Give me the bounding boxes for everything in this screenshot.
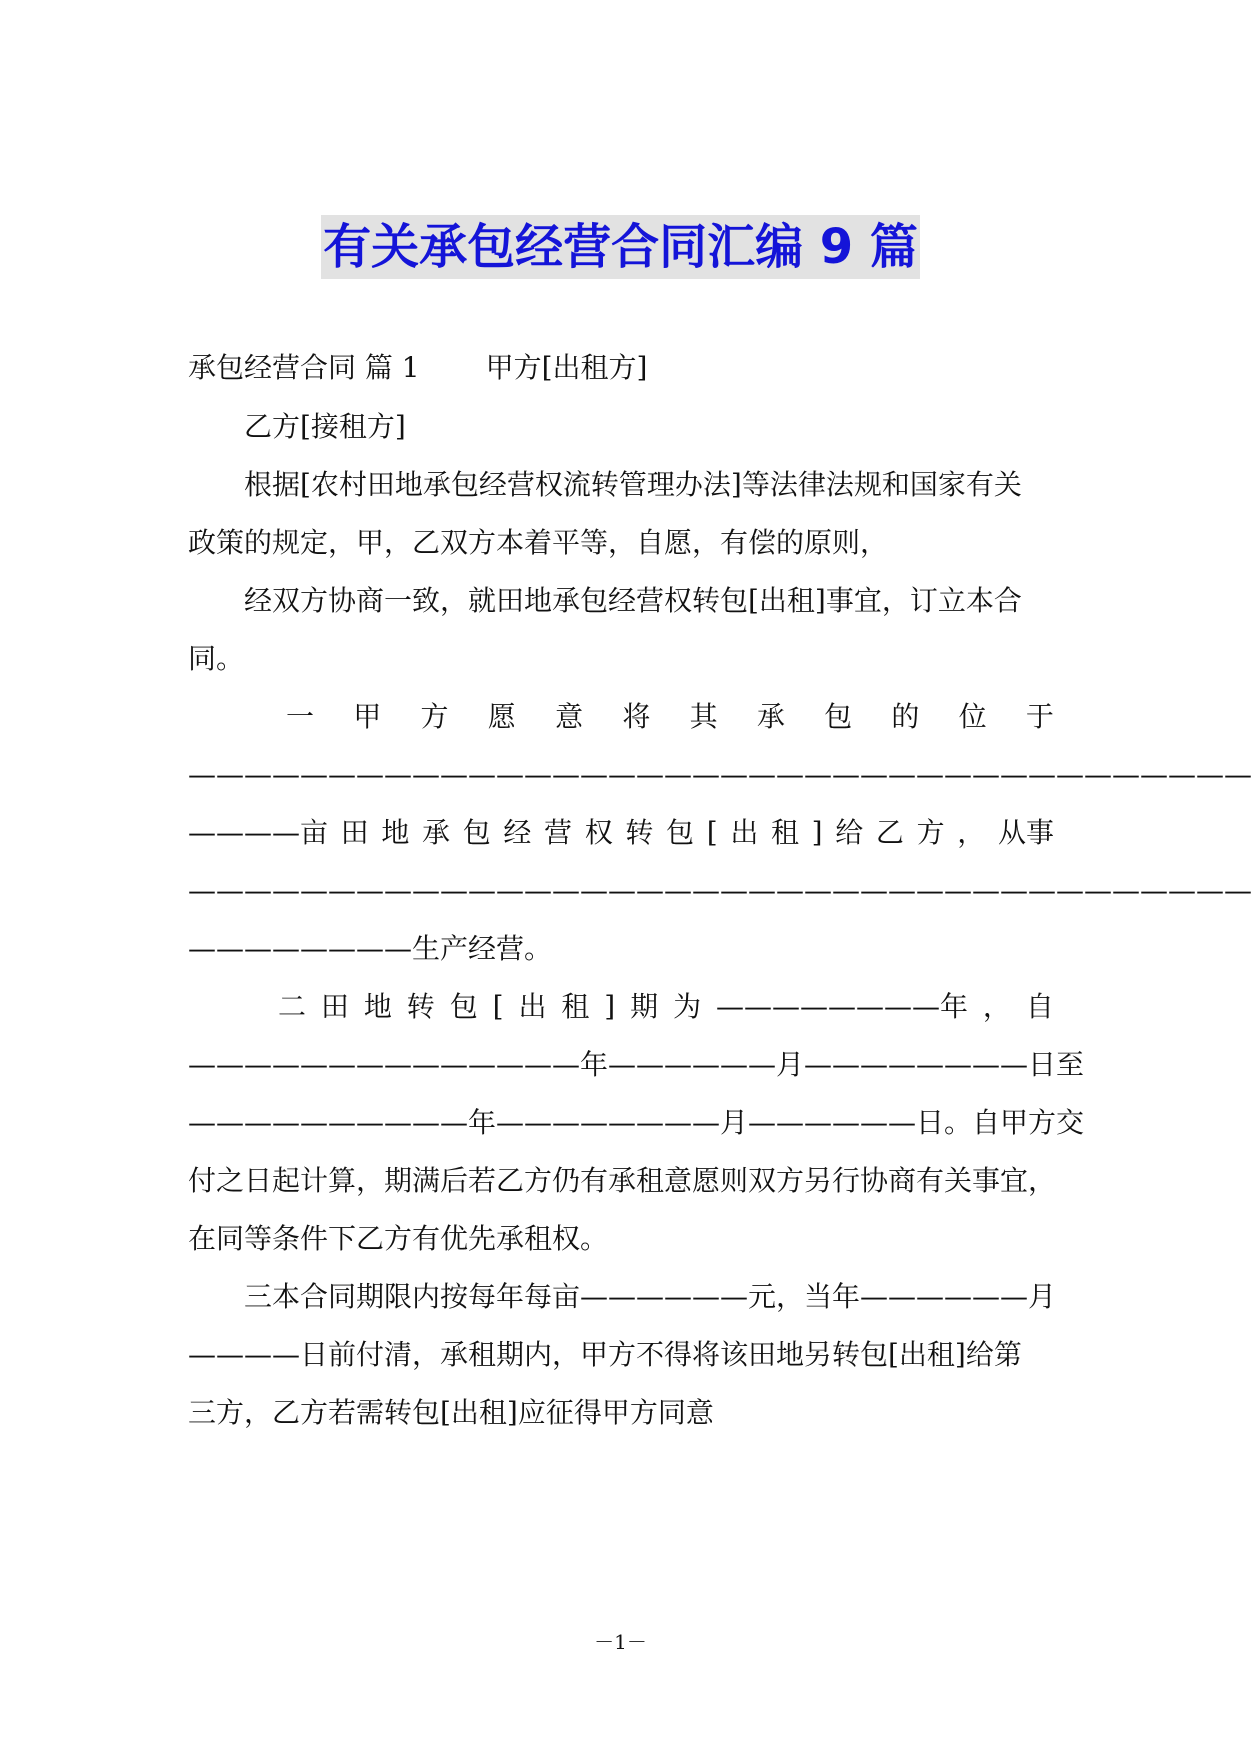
clause-1-word: 包 xyxy=(824,700,853,733)
clause-2-date-part: ——————————————年 xyxy=(188,1048,609,1081)
clause-1-line-3-word: 承 xyxy=(422,816,451,849)
clause-1-line-1 xyxy=(188,697,1054,737)
clause-1-line-5: ————————生产经营。 xyxy=(188,932,553,965)
clause-1-line-3-word: 包 xyxy=(462,816,491,849)
clause-1-word: 甲 xyxy=(353,700,382,733)
clause-1-word: 意 xyxy=(555,700,584,733)
clause-2-date-part: ——————月 xyxy=(608,1048,805,1081)
clause-2-word: 出 xyxy=(518,990,547,1023)
clause-2-word: 为 xyxy=(673,990,702,1023)
clause-1-line-3-word: 包 xyxy=(666,816,695,849)
clause-1-line-3-word: 租 xyxy=(770,816,799,849)
clause-2-line-1 xyxy=(188,987,1054,1027)
document-title: 有关承包经营合同汇编 9 篇 xyxy=(321,215,920,279)
clause-1-line-3-word: ] xyxy=(811,816,823,849)
paragraph-2-line-2: 同。 xyxy=(188,642,245,675)
clause-2-word: ————————年 xyxy=(715,990,968,1023)
clause-2-word: 地 xyxy=(363,990,392,1023)
clause-2-word: 租 xyxy=(561,990,590,1023)
clause-1-line-3-word: 权 xyxy=(584,816,613,849)
clause-1-line-3-word: 转 xyxy=(625,816,654,849)
clause-1-word: 位 xyxy=(958,700,987,733)
section-heading: 承包经营合同 篇 1 xyxy=(188,351,420,384)
clause-3-line-2: ————日前付清，承租期内，甲方不得将该田地另转包[出租]给第 xyxy=(188,1338,1022,1371)
clause-1-line-3-word: 方 xyxy=(916,816,945,849)
clause-2-date-part: ————————日 xyxy=(804,1048,1057,1081)
clause-2-word: 期 xyxy=(630,990,659,1023)
clause-1-word: 一 xyxy=(286,700,315,733)
clause-1-line-3 xyxy=(188,813,1054,853)
clause-1-line-3-word: ————亩 xyxy=(188,816,329,849)
clause-1-blank-line-1: —————————————————————————————————————— xyxy=(188,758,1252,791)
clause-2-line-2 xyxy=(188,1045,1085,1085)
clause-1-line-3-word: ， xyxy=(957,816,986,849)
clause-2-word: [ xyxy=(492,990,504,1023)
clause-2-word: 包 xyxy=(449,990,478,1023)
clause-1-line-3-word: 乙 xyxy=(875,816,904,849)
paragraph-2-line-1: 经双方协商一致，就田地承包经营权转包[出租]事宜，订立本合 xyxy=(244,584,1022,617)
clause-1-word: 方 xyxy=(420,700,449,733)
clause-2-word: ] xyxy=(604,990,616,1023)
page-number: －1－ xyxy=(594,1630,647,1654)
clause-1-word: 的 xyxy=(891,700,920,733)
clause-1-word: 愿 xyxy=(487,700,516,733)
clause-1-line-3-word: 营 xyxy=(544,816,573,849)
clause-2-word: 田 xyxy=(320,990,349,1023)
clause-1-word: 于 xyxy=(1025,700,1054,733)
clause-1-line-3-word: 地 xyxy=(381,816,410,849)
paragraph-1-line-2: 政策的规定，甲，乙双方本着平等，自愿，有偿的原则， xyxy=(188,526,889,559)
clause-1-word: 承 xyxy=(756,700,785,733)
clause-1-word: 其 xyxy=(689,700,718,733)
clause-2-date-part: 至 xyxy=(1056,1048,1085,1081)
clause-2-line-5: 在同等条件下乙方有优先承租权。 xyxy=(188,1222,609,1255)
clause-2-word: ， xyxy=(982,990,1011,1023)
section-heading-line xyxy=(188,348,1054,388)
party-b-label: 乙方[接租方] xyxy=(244,410,406,443)
clause-3-line-1: 三本合同期限内按每年每亩——————元，当年——————月 xyxy=(244,1280,1057,1313)
clause-1-line-3-word: 给 xyxy=(835,816,864,849)
clause-2-line-4: 付之日起计算，期满后若乙方仍有承租意愿则双方另行协商有关事宜， xyxy=(188,1164,1057,1197)
clause-1-line-3-word: 田 xyxy=(340,816,369,849)
clause-2-word: 二 xyxy=(278,990,307,1023)
clause-1-word: 将 xyxy=(622,700,651,733)
paragraph-1-line-1: 根据[农村田地承包经营权流转管理办法]等法律法规和国家有关 xyxy=(244,468,1022,501)
clause-1-line-3-word: 经 xyxy=(503,816,532,849)
clause-3-line-3: 三方，乙方若需转包[出租]应征得甲方同意 xyxy=(188,1396,714,1429)
clause-1-blank-line-2: —————————————————————————————————————— xyxy=(188,874,1252,907)
party-a-label: 甲方[出租方] xyxy=(485,351,648,384)
clause-2-word: 转 xyxy=(406,990,435,1023)
clause-1-line-3-word: [ xyxy=(706,816,718,849)
clause-1-line-3-word: 从事 xyxy=(997,816,1054,849)
title-container xyxy=(0,215,1241,279)
clause-2-line-3: ——————————年————————月——————日。自甲方交 xyxy=(188,1106,1085,1139)
clause-2-word: 自 xyxy=(1025,990,1054,1023)
party-b-line xyxy=(188,407,1054,447)
clause-1-line-3-word: 出 xyxy=(730,816,759,849)
